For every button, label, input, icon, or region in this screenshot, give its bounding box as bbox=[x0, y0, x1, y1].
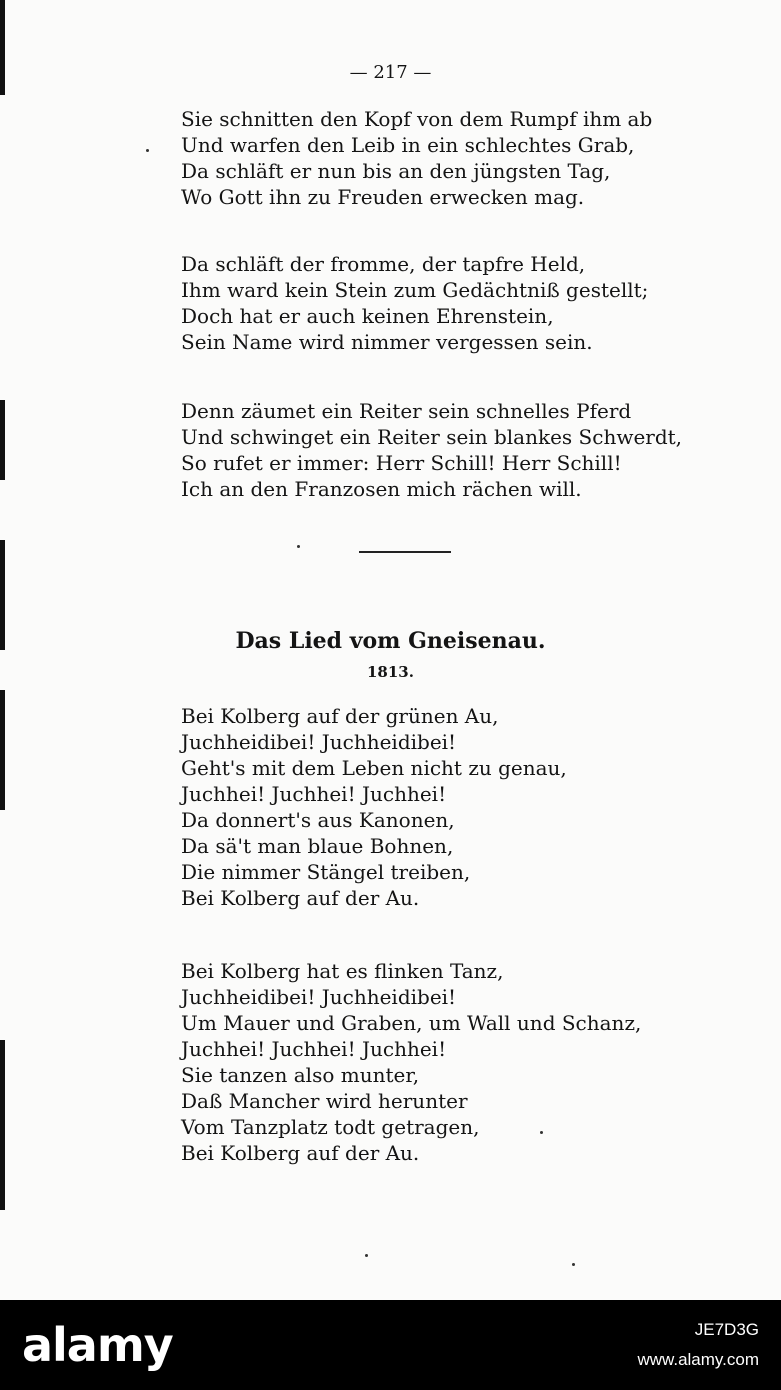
watermark-footer bbox=[0, 1300, 781, 1390]
verse-line: Wo Gott ihn zu Freuden erwecken mag. bbox=[181, 185, 585, 209]
stanza bbox=[181, 251, 648, 355]
verse-line: Die nimmer Stängel treiben, bbox=[181, 860, 471, 884]
verse-line: Sie schnitten den Kopf von dem Rumpf ihm ab bbox=[181, 107, 653, 131]
verse-line: Juchhei! Juchhei! Juchhei! bbox=[181, 1037, 447, 1061]
verse-line: Und schwinget ein Reiter sein blankes Schwerdt, bbox=[181, 425, 683, 449]
verse-line: Um Mauer und Graben, um Wall und Schanz, bbox=[181, 1011, 642, 1035]
print-speck bbox=[146, 149, 149, 152]
stanza bbox=[181, 703, 567, 911]
stanza bbox=[181, 398, 682, 502]
verse-line: Doch hat er auch keinen Ehrenstein, bbox=[181, 304, 554, 328]
verse-line: Da sä't man blaue Bohnen, bbox=[181, 834, 454, 858]
print-speck bbox=[365, 1254, 368, 1257]
verse-line: Und warfen den Leib in ein schlechtes Grab, bbox=[181, 133, 635, 157]
verse-line: Sie tanzen also munter, bbox=[181, 1063, 420, 1087]
verse-line: Bei Kolberg auf der Au. bbox=[181, 1141, 420, 1165]
verse-line: Bei Kolberg auf der grünen Au, bbox=[181, 704, 499, 728]
verse-line: Bei Kolberg hat es flinken Tanz, bbox=[181, 959, 504, 983]
print-speck bbox=[572, 1263, 575, 1266]
verse-line: Ihm ward kein Stein zum Gedächtniß gestellt; bbox=[181, 278, 649, 302]
stanza bbox=[181, 106, 652, 210]
verse-line: Da schläft er nun bis an den jüngsten Tag, bbox=[181, 159, 611, 183]
verse-line: Da schläft der fromme, der tapfre Held, bbox=[181, 252, 586, 276]
verse-line: Ich an den Franzosen mich rächen will. bbox=[181, 477, 582, 501]
page-number: — 217 — bbox=[349, 62, 432, 83]
verse-line: Juchhei! Juchhei! Juchhei! bbox=[181, 782, 447, 806]
stanza bbox=[181, 958, 641, 1166]
verse-line: Juchheidibei! Juchheidibei! bbox=[181, 730, 457, 754]
poem-year: 1813. bbox=[367, 663, 414, 681]
section-divider bbox=[359, 551, 451, 553]
verse-line: Daß Mancher wird herunter bbox=[181, 1089, 468, 1113]
verse-line: Geht's mit dem Leben nicht zu genau, bbox=[181, 756, 567, 780]
verse-line: So rufet er immer: Herr Schill! Herr Schill! bbox=[181, 451, 622, 475]
page-edge-shadow bbox=[0, 400, 5, 480]
verse-line: Bei Kolberg auf der Au. bbox=[181, 886, 420, 910]
poem-title: Das Lied vom Gneisenau. bbox=[235, 628, 546, 654]
verse-line: Da donnert's aus Kanonen, bbox=[181, 808, 455, 832]
page-edge-shadow bbox=[0, 690, 5, 810]
page-edge-shadow bbox=[0, 1040, 5, 1210]
print-speck bbox=[297, 545, 300, 548]
stock-image-id: JE7D3G bbox=[694, 1320, 759, 1339]
brand-logo: alamy bbox=[22, 1318, 173, 1372]
print-speck bbox=[540, 1131, 543, 1134]
verse-line: Juchheidibei! Juchheidibei! bbox=[181, 985, 457, 1009]
verse-line: Sein Name wird nimmer vergessen sein. bbox=[181, 330, 593, 354]
verse-line: Denn zäumet ein Reiter sein schnelles Pferd bbox=[181, 399, 632, 423]
verse-line: Vom Tanzplatz todt getragen, bbox=[181, 1115, 480, 1139]
site-url: www.alamy.com bbox=[637, 1350, 759, 1369]
